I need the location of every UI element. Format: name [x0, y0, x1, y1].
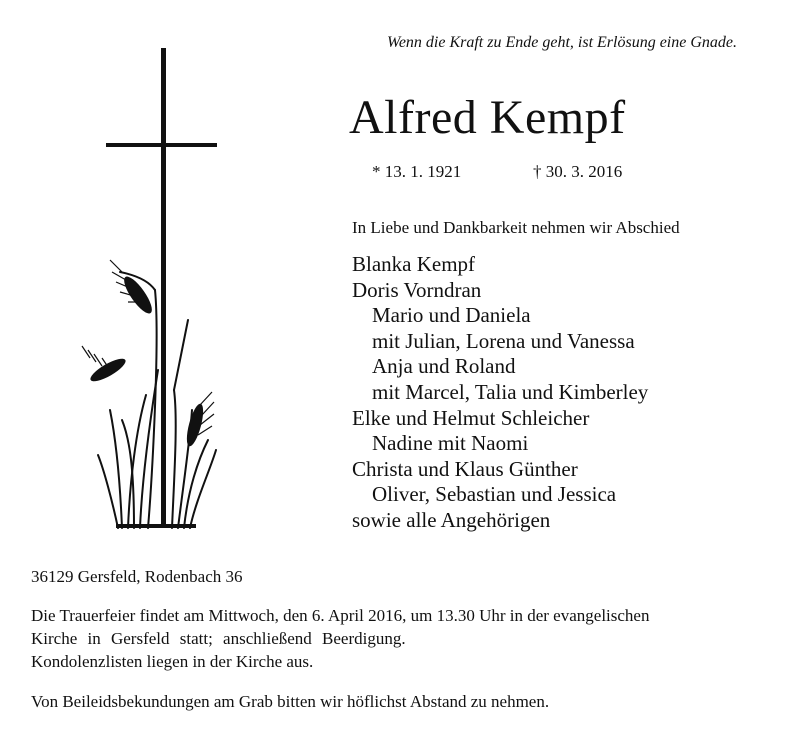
- birth-date: * 13. 1. 1921: [372, 162, 462, 181]
- mourner-line: mit Julian, Lorena und Vanessa: [372, 328, 635, 353]
- address: 36129 Gersfeld, Rodenbach 36: [31, 567, 243, 586]
- death-date: † 30. 3. 2016: [533, 162, 623, 181]
- mourner-line: Mario und Daniela: [372, 303, 531, 328]
- mourner-line: Elke und Helmut Schleicher: [352, 405, 590, 430]
- deceased-name: Alfred Kempf: [349, 91, 626, 144]
- farewell-text: In Liebe und Dankbarkeit nehmen wir Abschied: [352, 218, 680, 237]
- condolence-request: Von Beileidsbekundungen am Grab bitten wir höflichst Abstand zu nehmen.: [31, 692, 550, 711]
- mourner-line: Anja und Roland: [372, 354, 516, 379]
- mourner-line: sowie alle Angehörigen: [352, 507, 551, 532]
- mourner-line: Nadine mit Naomi: [372, 431, 529, 456]
- service-info: [31, 604, 649, 673]
- epitaph-quote: Wenn die Kraft zu Ende geht, ist Erlösung eine Gnade.: [386, 34, 737, 51]
- service-line: Kirche in Gersfeld statt; anschließend Beerdigung.: [31, 629, 406, 648]
- mourners-list: [352, 252, 648, 534]
- cross-with-wheat-icon: [60, 40, 230, 540]
- mourner-line: Christa und Klaus Günther: [352, 456, 578, 481]
- mourner-line: mit Marcel, Talia und Kimberley: [372, 379, 649, 404]
- service-line: Die Trauerfeier findet am Mittwoch, den 6. April 2016, um 13.30 Uhr in der evangelischen: [31, 606, 650, 625]
- service-line: Kondolenzlisten liegen in der Kirche aus.: [31, 652, 314, 671]
- mourner-line: Doris Vorndran: [352, 277, 482, 302]
- mourner-line: Blanka Kempf: [352, 252, 476, 276]
- mourner-line: Oliver, Sebastian und Jessica: [372, 482, 617, 507]
